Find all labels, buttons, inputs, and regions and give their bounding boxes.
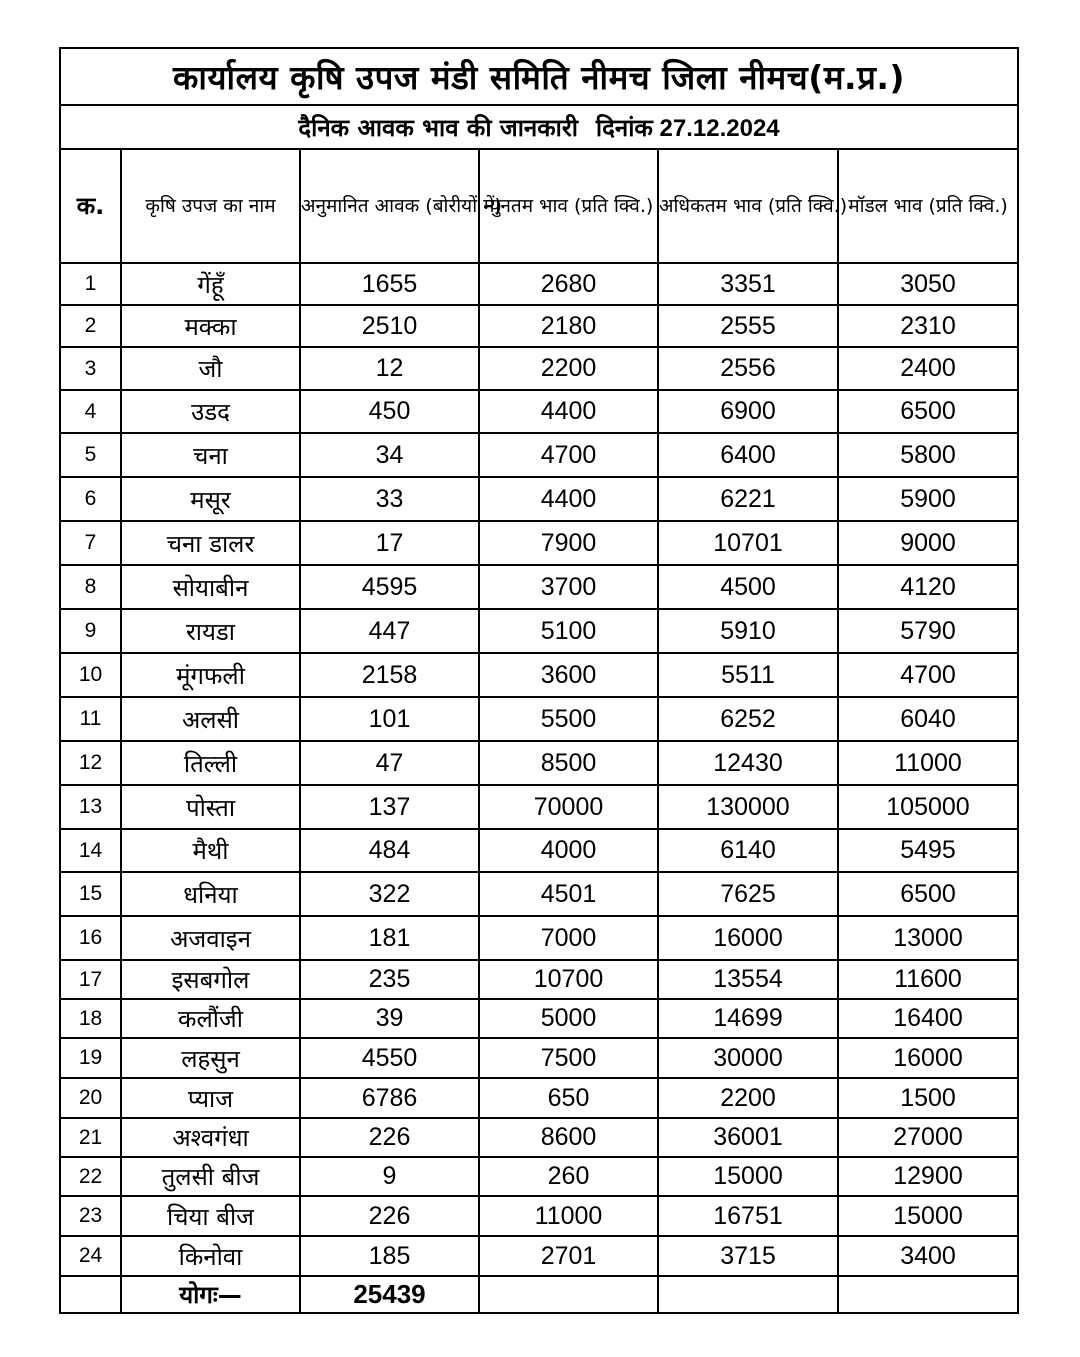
- cell-serial: 12: [60, 741, 121, 785]
- cell-arrival: 181: [300, 916, 479, 960]
- cell-serial: 20: [60, 1078, 121, 1118]
- document-title: कार्यालय कृषि उपज मंडी समिति नीमच जिला नीमच(म.प्र.): [60, 48, 1018, 105]
- cell-min-price: 4400: [479, 390, 658, 433]
- cell-serial: 11: [60, 697, 121, 741]
- header-crop-name: कृषि उपज का नाम: [121, 149, 300, 263]
- cell-arrival: 322: [300, 872, 479, 916]
- table-row: [60, 872, 1018, 916]
- table-row: [60, 1078, 1018, 1118]
- cell-crop-name: रायडा: [121, 609, 300, 653]
- table-row: [60, 785, 1018, 829]
- cell-arrival: 4595: [300, 565, 479, 609]
- cell-serial: 10: [60, 653, 121, 697]
- cell-serial: 8: [60, 565, 121, 609]
- cell-serial: 15: [60, 872, 121, 916]
- cell-serial: 5: [60, 433, 121, 477]
- cell-max-price: 10701: [658, 521, 838, 565]
- cell-min-price: 4000: [479, 829, 658, 872]
- cell-crop-name: मैथी: [121, 829, 300, 872]
- header-min-price: न्युनतम भाव (प्रति क्वि.): [479, 149, 658, 263]
- cell-crop-name: कलौंजी: [121, 999, 300, 1038]
- cell-modal-price: 4700: [838, 653, 1018, 697]
- cell-max-price: 6221: [658, 477, 838, 521]
- cell-crop-name: उडद: [121, 390, 300, 433]
- cell-crop-name: अश्वगंधा: [121, 1118, 300, 1157]
- cell-crop-name: लहसुन: [121, 1038, 300, 1078]
- cell-max-price: 2555: [658, 305, 838, 347]
- cell-arrival: 4550: [300, 1038, 479, 1078]
- cell-max-price: 16000: [658, 916, 838, 960]
- cell-modal-price: 3400: [838, 1236, 1018, 1276]
- cell-min-price: 2200: [479, 347, 658, 390]
- cell-modal-price: 5800: [838, 433, 1018, 477]
- table-row: [60, 999, 1018, 1038]
- cell-min-price: 70000: [479, 785, 658, 829]
- table-row: [60, 305, 1018, 347]
- cell-modal-price: 11000: [838, 741, 1018, 785]
- cell-arrival: 185: [300, 1236, 479, 1276]
- total-blank: [658, 1276, 838, 1313]
- cell-crop-name: चिया बीज: [121, 1196, 300, 1236]
- cell-crop-name: तिल्ली: [121, 741, 300, 785]
- cell-min-price: 10700: [479, 960, 658, 999]
- cell-arrival: 39: [300, 999, 479, 1038]
- cell-crop-name: गेंहूँ: [121, 263, 300, 305]
- cell-min-price: 4501: [479, 872, 658, 916]
- cell-min-price: 260: [479, 1157, 658, 1196]
- cell-serial: 9: [60, 609, 121, 653]
- cell-crop-name: प्याज: [121, 1078, 300, 1118]
- cell-modal-price: 6500: [838, 390, 1018, 433]
- cell-max-price: 6900: [658, 390, 838, 433]
- cell-max-price: 36001: [658, 1118, 838, 1157]
- table-row: [60, 653, 1018, 697]
- cell-min-price: 7000: [479, 916, 658, 960]
- table-row: [60, 263, 1018, 305]
- table-row: [60, 829, 1018, 872]
- title-row: [60, 48, 1018, 105]
- cell-crop-name: अजवाइन: [121, 916, 300, 960]
- cell-modal-price: 12900: [838, 1157, 1018, 1196]
- cell-serial: 2: [60, 305, 121, 347]
- cell-min-price: 4700: [479, 433, 658, 477]
- cell-min-price: 7900: [479, 521, 658, 565]
- cell-arrival: 1655: [300, 263, 479, 305]
- table-row: [60, 1038, 1018, 1078]
- cell-min-price: 2680: [479, 263, 658, 305]
- cell-modal-price: 5900: [838, 477, 1018, 521]
- cell-min-price: 8500: [479, 741, 658, 785]
- cell-crop-name: पोस्ता: [121, 785, 300, 829]
- cell-arrival: 12: [300, 347, 479, 390]
- subtitle-text: दैनिक आवक भाव की जानकारी: [298, 113, 578, 142]
- cell-min-price: 8600: [479, 1118, 658, 1157]
- cell-min-price: 5100: [479, 609, 658, 653]
- mandi-price-table: [59, 47, 1019, 1314]
- cell-serial: 6: [60, 477, 121, 521]
- cell-arrival: 47: [300, 741, 479, 785]
- table-row: [60, 565, 1018, 609]
- cell-crop-name: मसूर: [121, 477, 300, 521]
- cell-arrival: 2158: [300, 653, 479, 697]
- subtitle-row: [60, 105, 1018, 149]
- cell-max-price: 16751: [658, 1196, 838, 1236]
- cell-serial: 21: [60, 1118, 121, 1157]
- cell-arrival: 33: [300, 477, 479, 521]
- cell-modal-price: 6500: [838, 872, 1018, 916]
- cell-crop-name: मूंगफली: [121, 653, 300, 697]
- cell-modal-price: 2310: [838, 305, 1018, 347]
- cell-min-price: 3700: [479, 565, 658, 609]
- header-arrival: अनुमानित आवक (बोरीयों में): [300, 149, 479, 263]
- cell-max-price: 13554: [658, 960, 838, 999]
- table-row: [60, 477, 1018, 521]
- cell-serial: 3: [60, 347, 121, 390]
- cell-serial: 16: [60, 916, 121, 960]
- cell-crop-name: चना: [121, 433, 300, 477]
- cell-modal-price: 9000: [838, 521, 1018, 565]
- cell-crop-name: इसबगोल: [121, 960, 300, 999]
- cell-min-price: 5000: [479, 999, 658, 1038]
- cell-serial: 18: [60, 999, 121, 1038]
- total-arrival: 25439: [300, 1276, 479, 1313]
- cell-serial: 24: [60, 1236, 121, 1276]
- total-row: [60, 1276, 1018, 1313]
- cell-min-price: 7500: [479, 1038, 658, 1078]
- cell-max-price: 5511: [658, 653, 838, 697]
- total-blank: [479, 1276, 658, 1313]
- cell-modal-price: 3050: [838, 263, 1018, 305]
- cell-min-price: 11000: [479, 1196, 658, 1236]
- table-row: [60, 960, 1018, 999]
- header-serial: क.: [60, 149, 121, 263]
- cell-serial: 22: [60, 1157, 121, 1196]
- cell-min-price: 3600: [479, 653, 658, 697]
- cell-modal-price: 4120: [838, 565, 1018, 609]
- cell-arrival: 235: [300, 960, 479, 999]
- table-row: [60, 1157, 1018, 1196]
- cell-crop-name: धनिया: [121, 872, 300, 916]
- cell-modal-price: 16000: [838, 1038, 1018, 1078]
- cell-max-price: 3715: [658, 1236, 838, 1276]
- table-row: [60, 433, 1018, 477]
- cell-arrival: 101: [300, 697, 479, 741]
- cell-arrival: 17: [300, 521, 479, 565]
- cell-arrival: 226: [300, 1196, 479, 1236]
- cell-serial: 4: [60, 390, 121, 433]
- cell-max-price: 6400: [658, 433, 838, 477]
- total-blank: [60, 1276, 121, 1313]
- table-row: [60, 741, 1018, 785]
- cell-max-price: 14699: [658, 999, 838, 1038]
- cell-modal-price: 5790: [838, 609, 1018, 653]
- cell-max-price: 2200: [658, 1078, 838, 1118]
- cell-modal-price: 105000: [838, 785, 1018, 829]
- cell-modal-price: 27000: [838, 1118, 1018, 1157]
- total-blank: [838, 1276, 1018, 1313]
- cell-modal-price: 5495: [838, 829, 1018, 872]
- cell-serial: 13: [60, 785, 121, 829]
- cell-modal-price: 2400: [838, 347, 1018, 390]
- cell-serial: 19: [60, 1038, 121, 1078]
- cell-max-price: 12430: [658, 741, 838, 785]
- cell-serial: 17: [60, 960, 121, 999]
- cell-max-price: 2556: [658, 347, 838, 390]
- table-row: [60, 521, 1018, 565]
- cell-arrival: 226: [300, 1118, 479, 1157]
- cell-max-price: 7625: [658, 872, 838, 916]
- cell-arrival: 9: [300, 1157, 479, 1196]
- table-row: [60, 1196, 1018, 1236]
- cell-serial: 14: [60, 829, 121, 872]
- cell-modal-price: 13000: [838, 916, 1018, 960]
- cell-min-price: 650: [479, 1078, 658, 1118]
- cell-modal-price: 11600: [838, 960, 1018, 999]
- cell-modal-price: 15000: [838, 1196, 1018, 1236]
- table-row: [60, 697, 1018, 741]
- cell-modal-price: 1500: [838, 1078, 1018, 1118]
- cell-min-price: 5500: [479, 697, 658, 741]
- cell-min-price: 4400: [479, 477, 658, 521]
- cell-max-price: 6140: [658, 829, 838, 872]
- table-row: [60, 1118, 1018, 1157]
- cell-max-price: 5910: [658, 609, 838, 653]
- cell-arrival: 450: [300, 390, 479, 433]
- cell-serial: 23: [60, 1196, 121, 1236]
- cell-max-price: 4500: [658, 565, 838, 609]
- cell-max-price: 6252: [658, 697, 838, 741]
- cell-serial: 7: [60, 521, 121, 565]
- cell-max-price: 130000: [658, 785, 838, 829]
- cell-crop-name: तुलसी बीज: [121, 1157, 300, 1196]
- table-row: [60, 916, 1018, 960]
- cell-max-price: 30000: [658, 1038, 838, 1078]
- cell-crop-name: सोयाबीन: [121, 565, 300, 609]
- cell-crop-name: चना डालर: [121, 521, 300, 565]
- cell-max-price: 15000: [658, 1157, 838, 1196]
- cell-min-price: 2701: [479, 1236, 658, 1276]
- report-date: दिनांक 27.12.2024: [595, 114, 780, 142]
- cell-crop-name: अलसी: [121, 697, 300, 741]
- cell-modal-price: 6040: [838, 697, 1018, 741]
- cell-arrival: 137: [300, 785, 479, 829]
- header-max-price: अधिकतम भाव (प्रति क्वि.): [658, 149, 838, 263]
- document-subtitle: [60, 105, 1018, 149]
- cell-max-price: 3351: [658, 263, 838, 305]
- cell-arrival: 2510: [300, 305, 479, 347]
- table-row: [60, 1236, 1018, 1276]
- cell-arrival: 6786: [300, 1078, 479, 1118]
- cell-arrival: 34: [300, 433, 479, 477]
- cell-crop-name: मक्का: [121, 305, 300, 347]
- table-row: [60, 609, 1018, 653]
- header-modal-price: मॉडल भाव (प्रति क्वि.): [838, 149, 1018, 263]
- cell-arrival: 484: [300, 829, 479, 872]
- cell-arrival: 447: [300, 609, 479, 653]
- cell-crop-name: जौ: [121, 347, 300, 390]
- cell-modal-price: 16400: [838, 999, 1018, 1038]
- cell-min-price: 2180: [479, 305, 658, 347]
- cell-serial: 1: [60, 263, 121, 305]
- header-row: [60, 149, 1018, 263]
- total-label: योगः—: [121, 1276, 300, 1313]
- cell-crop-name: किनोवा: [121, 1236, 300, 1276]
- table-row: [60, 347, 1018, 390]
- table-row: [60, 390, 1018, 433]
